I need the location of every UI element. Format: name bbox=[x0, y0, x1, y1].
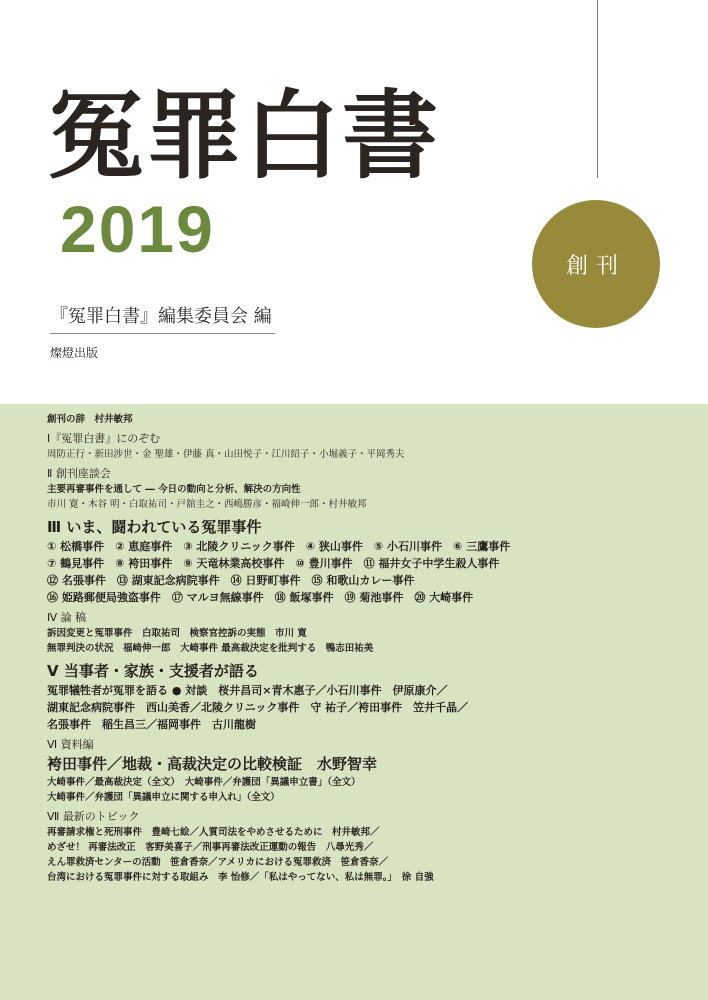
toc-section-7-line: めざせ！ 再審法改正 客野美喜子／刑事再審法改正運動の報告 八尋光秀／ bbox=[47, 842, 374, 853]
toc-section-4-line: 訴因変更と冤罪事件 白取祐司 検察官控訴の実態 市川 寛 bbox=[47, 628, 307, 639]
toc-section-5-line: 名張事件 稲生昌三／福岡事件 古川龍樹 bbox=[47, 718, 256, 731]
toc-section-7-line: 再審請求権と死刑事件 豊崎七絵／人質司法をやめさせるために 村井敏邦／ bbox=[47, 827, 380, 838]
book-year: 2019 bbox=[60, 192, 215, 266]
toc-section-3-line: ⑦ 鶴見事件 ⑧ 袴田事件 ⑨ 天竜林業高校事件 ⑩ 豊川事件 ⑪ 福井女子中学生殺人事件 bbox=[47, 557, 500, 570]
editor-underline bbox=[50, 333, 275, 334]
toc-section-4-line: 無罪判決の状況 福崎伸一郎 大崎事件 最高裁決定を批判する 鴨志田祐美 bbox=[47, 643, 374, 654]
toc-section-6-line: 大崎事件／最高裁決定（全文） 大崎事件／弁護団「異議申立書」（全文） bbox=[47, 777, 361, 788]
vertical-rule bbox=[597, 0, 598, 178]
toc-section-3-line: ⑫ 名張事件 ⑬ 湖東記念病院事件 ⑭ 日野町事件 ⑮ 和歌山カレー事件 bbox=[47, 574, 415, 587]
publisher-name: 燦燈出版 bbox=[50, 346, 99, 360]
toc-section-4-title: Ⅳ 論 稿 bbox=[47, 611, 87, 624]
toc-section-6-line: 大崎事件／弁護団「異議申立に関する申入れ」（全文） bbox=[47, 792, 280, 803]
editor-credit: 『冤罪白書』編集委員会 編 bbox=[50, 306, 272, 327]
toc-section-1-authors: 周防正行・新田涉世・金 聖雄・伊藤 真・山田悦子・江川紹子・小堀義子・平岡秀夫 bbox=[47, 449, 405, 460]
toc-intro: 創刊の辞 村井敏邦 bbox=[47, 414, 133, 425]
book-title: 冤罪白書 bbox=[48, 80, 440, 192]
toc-section-2-line: 市川 寛・木谷 明・白取祐司・戸舘圭之・西嶋勝彦・福崎伸一郎・村井敏邦 bbox=[47, 499, 367, 510]
toc-section-6-line: 袴田事件／地裁・高裁決定の比較検証 水野智幸 bbox=[47, 755, 378, 773]
toc-section-2-line: 主要再審事件を通して ― 今日の動向と分析、解決の方向性 bbox=[47, 484, 301, 495]
toc-section-1-title: Ⅰ『冤罪白書』にのぞむ bbox=[47, 432, 161, 445]
toc-section-5-title: Ⅴ 当事者・家族・支援者が語る bbox=[47, 662, 259, 680]
inaugural-badge: 創刊 bbox=[532, 200, 660, 328]
toc-section-5-line: 冤罪犠牲者が冤罪を語る ● 対談 桜井昌司×青木惠子／小石川事件 伊原康介／ bbox=[47, 684, 448, 697]
toc-section-7-line: 台湾における冤罪事件に対する取組み 李 怡修／「私はやってない、私は無罪。」 徐 自強 bbox=[47, 872, 434, 883]
toc-section-7-title: Ⅶ 最新のトピック bbox=[47, 810, 140, 823]
toc-section-2-title: Ⅱ 創刊座談会 bbox=[47, 467, 111, 480]
toc-section-3-line: ⑯ 姫路郵便局強盗事件 ⑰ マルヨ無線事件 ⑱ 飯塚事件 ⑲ 菊池事件 ⑳ 大崎事件 bbox=[47, 591, 474, 604]
table-of-contents bbox=[47, 412, 687, 885]
toc-section-5-line: 湖東記念病院事件 西山美香／北陵クリニック事件 守 祐子／袴田事件 笠井千晶／ bbox=[47, 701, 469, 714]
toc-section-3-title: Ⅲ いま、闘われている冤罪事件 bbox=[47, 518, 262, 536]
toc-section-3-line: ① 松橋事件 ② 恵庭事件 ③ 北陵クリニック事件 ④ 狭山事件 ⑤ 小石川事件 ⑥ 三鷹事件 bbox=[47, 540, 511, 553]
toc-section-6-title: Ⅵ 資料編 bbox=[47, 738, 94, 751]
toc-section-7-line: えん罪救済センターの活動 笹倉香奈／アメリカにおける冤罪救済 笹倉香奈／ bbox=[47, 857, 388, 868]
